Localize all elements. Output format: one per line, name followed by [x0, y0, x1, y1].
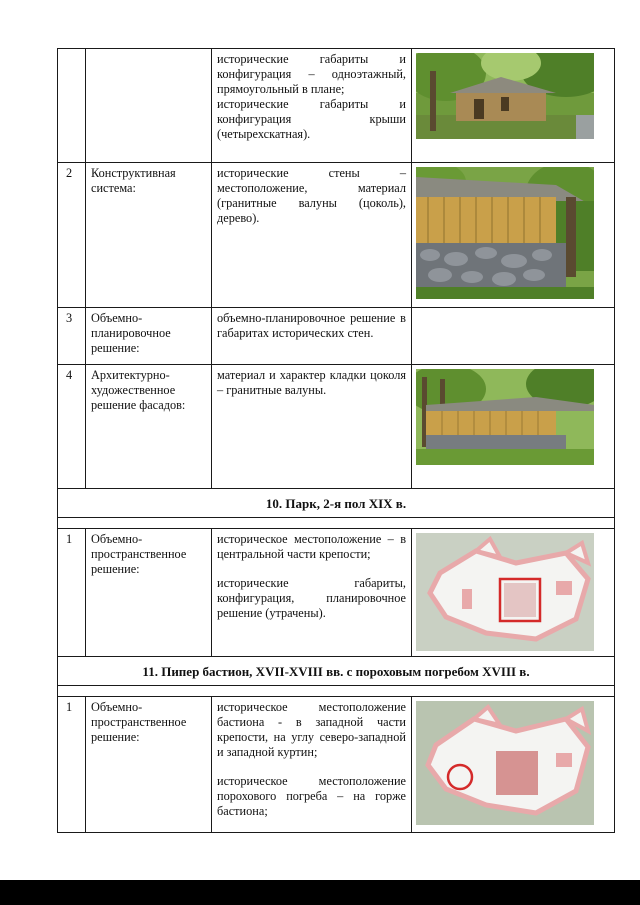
table-row [58, 365, 615, 489]
row-number: 1 [58, 697, 86, 833]
section-header [58, 489, 615, 518]
fortress-park-map [416, 533, 594, 651]
section-spacer [58, 518, 615, 529]
scan-bottom-edge [0, 880, 640, 905]
row-name: Объемно-планировочное решение: [86, 308, 212, 365]
row-number: 3 [58, 308, 86, 365]
fortress-bastion-map [416, 701, 594, 825]
wooden-house-photo [416, 53, 594, 139]
row-description [212, 49, 412, 163]
row-number: 4 [58, 365, 86, 489]
row-image-cell [412, 163, 615, 308]
row-name: Конструктивная система: [86, 163, 212, 308]
section-spacer [58, 686, 615, 697]
description-line: исторические стены – местоположение, материал (гранитные валуны (цоколь), дерево). [217, 166, 406, 225]
table-row [58, 308, 615, 365]
row-name [86, 49, 212, 163]
row-number: 2 [58, 163, 86, 308]
row-image-cell [412, 529, 615, 657]
row-description [212, 163, 412, 308]
description-line: исторические габариты, конфигурация, планировочное решение (утрачены). [217, 576, 406, 620]
row-image-cell [412, 308, 615, 365]
description-line: исторические габариты и конфигурация крыши (четырехскатная). [217, 97, 406, 141]
row-image-cell [412, 49, 615, 163]
row-image-cell [412, 697, 615, 833]
row-number [58, 49, 86, 163]
description-line: историческое местоположение – в центральной части крепости; [217, 532, 406, 561]
table-row [58, 49, 615, 163]
section-title: 10. Парк, 2-я пол XIX в. [58, 489, 615, 518]
row-name: Архитектурно-художественное решение фасадов: [86, 365, 212, 489]
heritage-table [57, 48, 615, 833]
description-line: объемно-планировочное решение в габаритах исторических стен. [217, 311, 406, 340]
table-row [58, 697, 615, 833]
house-facade-photo [416, 369, 594, 465]
wooden-wall-photo [416, 167, 594, 299]
row-description [212, 365, 412, 489]
table-row [58, 163, 615, 308]
section-title: 11. Пипер бастион, XVII-XVIII вв. с пороховым погребом XVIII в. [58, 657, 615, 686]
table-row [58, 529, 615, 657]
row-name: Объемно-пространственное решение: [86, 529, 212, 657]
description-line: исторические габариты и конфигурация – одноэтажный, прямоугольный в плане; [217, 52, 406, 96]
row-name: Объемно-пространственное решение: [86, 697, 212, 833]
row-description [212, 529, 412, 657]
row-image-cell [412, 365, 615, 489]
row-description [212, 308, 412, 365]
description-line: историческое местоположение порохового погреба – на горже бастиона; [217, 774, 406, 818]
description-line: материал и характер кладки цоколя – гранитные валуны. [217, 368, 406, 397]
section-header [58, 657, 615, 686]
row-description [212, 697, 412, 833]
description-line: историческое местоположение бастиона - в западной части крепости, на углу северо-западной и западной куртин; [217, 700, 406, 759]
row-number: 1 [58, 529, 86, 657]
